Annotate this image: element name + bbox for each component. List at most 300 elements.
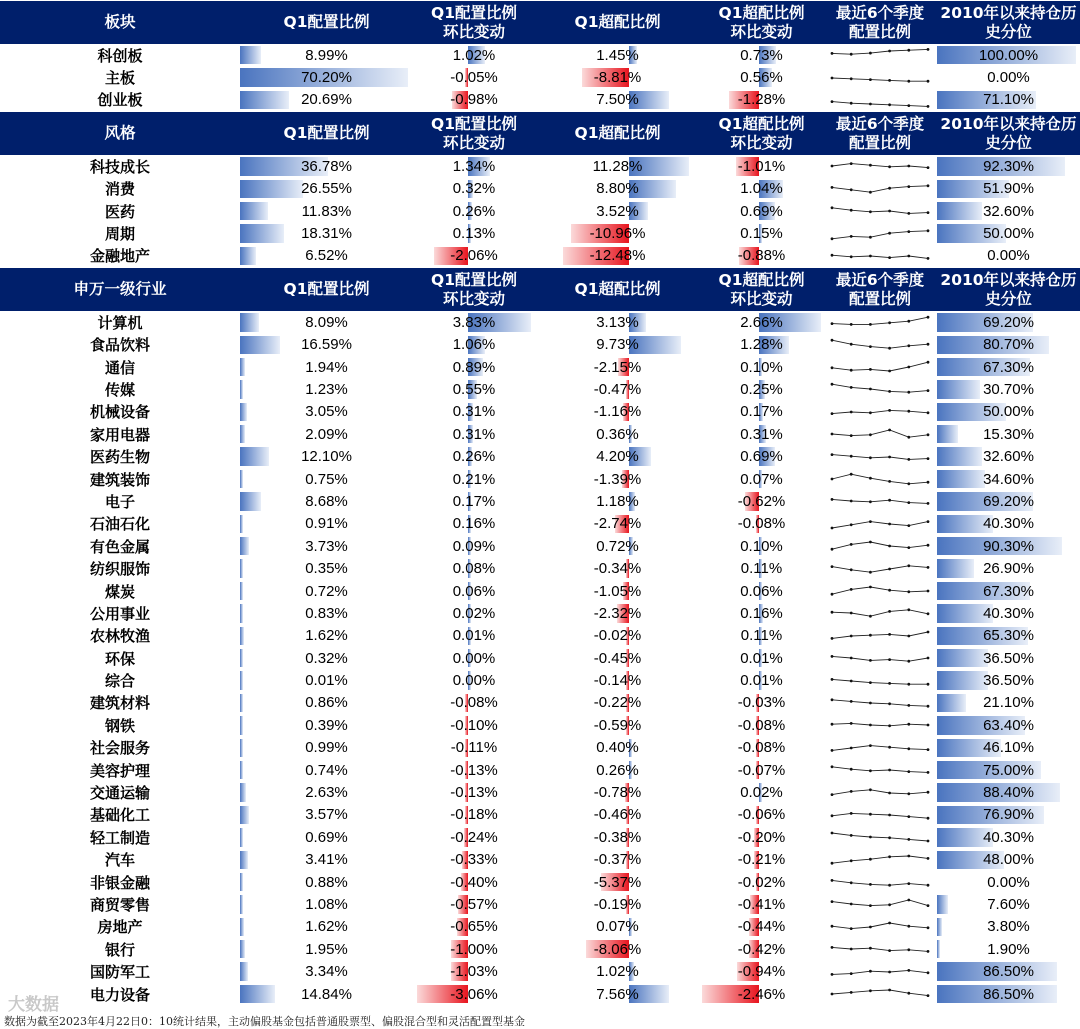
cell-value: -8.81% (593, 69, 642, 87)
sparkline-point (831, 925, 834, 928)
sparkline (828, 648, 932, 668)
cell-pct (937, 692, 1080, 714)
sparkline-point (888, 904, 891, 907)
cell-q1-chg (413, 535, 535, 557)
sparkline-point (869, 969, 872, 972)
cell-value: 1.04% (740, 180, 783, 198)
sparkline-point (927, 457, 930, 460)
cell-value: 1.02% (596, 963, 639, 981)
cell-ow-chg (700, 826, 823, 848)
sparkline-point (850, 523, 853, 526)
cell-pct (937, 178, 1080, 200)
sparkline (828, 671, 932, 691)
column-header-text: 配置比例 (848, 289, 911, 308)
column-header-text: Q1超配比例 (574, 280, 661, 299)
cell-ow (535, 490, 700, 512)
sparkline (828, 246, 932, 266)
cell-q1 (240, 781, 413, 803)
value-bar (240, 537, 249, 555)
sparkline-point (869, 724, 872, 727)
cell-value: 0.26% (452, 448, 496, 466)
cell-value: 1.28% (740, 336, 783, 354)
cell-pct (937, 311, 1080, 333)
sparkline (828, 357, 932, 377)
sparkline-point (888, 682, 891, 685)
cell-value: 67.30% (983, 358, 1034, 376)
sparkline (828, 917, 932, 937)
cell-value: -0.62% (737, 492, 786, 510)
cell-pct (937, 535, 1080, 557)
sparkline-path (832, 318, 928, 325)
sparkline-point (831, 749, 834, 752)
row-name: 主板 (104, 69, 135, 88)
cell-q1 (240, 625, 413, 647)
sparkline-point (869, 235, 872, 238)
cell-ow (535, 222, 700, 244)
cell-value: -0.78% (593, 784, 642, 802)
cell-q1 (240, 826, 413, 848)
sparkline-point (927, 544, 930, 547)
cell-value: -0.10% (450, 716, 498, 734)
sparkline-point (831, 207, 834, 210)
table-row (0, 781, 1080, 803)
cell-q1-chg (413, 669, 535, 691)
sparkline-point (888, 702, 891, 705)
cell-value: -0.59% (593, 716, 642, 734)
cell-ow-chg (700, 871, 823, 893)
column-header (413, 1, 535, 44)
cell-value: 75.00% (983, 761, 1034, 779)
cell-q1 (240, 647, 413, 669)
table-row (0, 356, 1080, 378)
sparkline-cell (823, 893, 937, 915)
value-bar (240, 649, 243, 667)
sparkline (828, 224, 932, 244)
cell-value: 76.90% (983, 806, 1034, 824)
column-header-text: Q1配置比例 (431, 114, 517, 133)
sparkline-point (850, 657, 853, 660)
cell-value: 14.84% (301, 985, 352, 1003)
value-bar (937, 202, 982, 220)
cell-value: 0.56% (740, 69, 783, 87)
sparkline (828, 760, 932, 780)
value-bar (937, 559, 974, 577)
cell-q1 (240, 423, 413, 445)
column-header-text: Q1超配比例 (718, 114, 805, 133)
cell-value: 0.17% (740, 403, 783, 421)
sparkline-point (869, 615, 872, 618)
sparkline-point (907, 815, 910, 818)
row-name: 创业板 (97, 91, 143, 110)
sparkline-point (907, 410, 910, 413)
cell-value: 32.60% (983, 448, 1034, 466)
cell-value: 0.00% (987, 873, 1030, 891)
cell-q1-chg (413, 602, 535, 624)
sparkline-point (907, 212, 910, 215)
cell-value: 11.83% (301, 202, 352, 220)
cell-q1 (240, 311, 413, 333)
column-header-text: 环比变动 (730, 133, 793, 152)
cell-value: -12.48% (589, 247, 646, 265)
cell-value: 0.06% (452, 582, 496, 600)
sparkline-point (907, 992, 910, 995)
row-name: 环保 (104, 649, 135, 668)
value-bar (240, 559, 243, 577)
sparkline-point (831, 100, 834, 103)
sparkline-point (888, 522, 891, 525)
cell-ow (535, 737, 700, 759)
section-header (0, 0, 1080, 44)
value-bar (240, 716, 243, 734)
sparkline-point (927, 167, 930, 170)
value-bar (240, 985, 275, 1003)
cell-value: -0.08% (737, 515, 786, 533)
cell-ow (535, 625, 700, 647)
row-name: 社会服务 (89, 739, 150, 758)
value-bar (937, 895, 948, 913)
cell-value: 40.30% (983, 604, 1034, 622)
cell-value: 0.32% (305, 649, 348, 667)
row-name: 通信 (104, 358, 135, 377)
cell-value: 0.01% (740, 649, 783, 667)
table-row (0, 178, 1080, 200)
cell-pct (937, 916, 1080, 938)
cell-q1 (240, 737, 413, 759)
cell-ow-chg (700, 468, 823, 490)
sparkline-point (831, 433, 834, 436)
cell-value: 0.26% (596, 761, 639, 779)
cell-value: 1.18% (596, 492, 639, 510)
cell-value: -2.46% (737, 985, 786, 1003)
cell-value: 0.01% (305, 672, 348, 690)
sparkline-cell (823, 580, 937, 602)
cell-pct (937, 804, 1080, 826)
sparkline (828, 424, 932, 444)
sparkline (828, 962, 932, 982)
sparkline-point (907, 524, 910, 527)
sparkline-point (850, 790, 853, 793)
sparkline-cell (823, 849, 937, 871)
row-name: 钢铁 (104, 716, 135, 735)
value-bar (937, 380, 980, 398)
column-header-text: 最近6个季度 (835, 114, 925, 133)
value-bar (240, 918, 244, 936)
sparkline-point (907, 436, 910, 439)
sparkline-cell (823, 44, 937, 66)
cell-value: -3.06% (450, 985, 498, 1003)
cell-ow (535, 871, 700, 893)
column-header-text: 史分位 (985, 289, 1032, 308)
table-row (0, 155, 1080, 177)
cell-q1 (240, 468, 413, 490)
cell-value: 0.89% (452, 358, 496, 376)
value-bar (937, 940, 940, 958)
cell-q1-chg (413, 737, 535, 759)
table-row (0, 378, 1080, 400)
cell-q1-chg (413, 781, 535, 803)
cell-ow (535, 468, 700, 490)
cell-q1-chg (413, 155, 535, 177)
cell-ow (535, 557, 700, 579)
cell-value: 0.07% (596, 918, 639, 936)
sparkline-cell (823, 983, 937, 1005)
value-bar (240, 694, 243, 712)
sparkline-path (832, 970, 928, 974)
column-header-text: Q1配置比例 (283, 124, 370, 143)
sparkline-point (907, 255, 910, 258)
cell-value: -1.00% (450, 940, 498, 958)
sparkline-point (888, 970, 891, 973)
cell-pct (937, 602, 1080, 624)
table-row (0, 222, 1080, 244)
cell-ow-chg (700, 44, 823, 66)
cell-value: 0.88% (305, 873, 348, 891)
cell-value: 0.08% (452, 560, 496, 578)
sparkline-point (888, 884, 891, 887)
sparkline-cell (823, 445, 937, 467)
sparkline (828, 179, 932, 199)
sparkline-point (907, 165, 910, 168)
cell-ow-chg (700, 893, 823, 915)
sparkline-point (907, 949, 910, 952)
sparkline-point (869, 770, 872, 773)
sparkline (828, 536, 932, 556)
sparkline-path (832, 430, 928, 437)
sparkline-point (927, 434, 930, 437)
cell-value: 69.20% (983, 492, 1034, 510)
watermark: 大数据 (8, 995, 59, 1015)
column-header (240, 112, 413, 155)
cell-q1-chg (413, 692, 535, 714)
sparkline-point (888, 769, 891, 772)
sparkline-point (907, 366, 910, 369)
cell-value: 0.69% (740, 202, 783, 220)
cell-ow (535, 580, 700, 602)
cell-value: 15.30% (983, 425, 1034, 443)
cell-ow (535, 893, 700, 915)
value-bar (240, 46, 261, 64)
cell-ow (535, 423, 700, 445)
sparkline-point (888, 187, 891, 190)
sparkline-point (831, 526, 834, 529)
cell-q1 (240, 155, 413, 177)
column-header-text: 环比变动 (730, 289, 793, 308)
sparkline (828, 45, 932, 65)
cell-value: 0.09% (452, 537, 496, 555)
sparkline-point (850, 102, 853, 105)
sparkline-path (832, 632, 928, 638)
cell-value: -0.02% (593, 627, 642, 645)
sparkline-point (850, 163, 853, 166)
cell-ow-chg (700, 938, 823, 960)
cell-q1 (240, 983, 413, 1005)
cell-value: 0.72% (305, 582, 348, 600)
value-bar (240, 940, 245, 958)
sparkline-point (888, 429, 891, 432)
cell-q1 (240, 334, 413, 356)
value-bar (240, 895, 243, 913)
cell-ow-chg (700, 334, 823, 356)
sparkline-path (832, 724, 928, 726)
cell-ow (535, 334, 700, 356)
row-name: 有色金属 (89, 537, 150, 556)
cell-q1-chg (413, 625, 535, 647)
sparkline-point (831, 973, 834, 976)
sparkline (828, 827, 932, 847)
table-row (0, 759, 1080, 781)
cell-value: 86.50% (983, 963, 1034, 981)
sparkline-cell (823, 66, 937, 88)
sparkline-cell (823, 401, 937, 423)
cell-value: -0.44% (737, 918, 786, 936)
sparkline-point (850, 903, 853, 906)
sparkline-point (831, 637, 834, 640)
cell-value: -0.19% (593, 895, 642, 913)
sparkline-point (869, 345, 872, 348)
row-name: 煤炭 (104, 582, 135, 601)
sparkline-path (832, 657, 928, 662)
cell-q1 (240, 557, 413, 579)
sparkline-point (831, 678, 834, 681)
cell-pct (937, 871, 1080, 893)
sparkline-point (888, 499, 891, 502)
sparkline-point (927, 257, 930, 260)
value-bar (240, 180, 303, 198)
sparkline-path (832, 362, 928, 371)
cell-value: -1.01% (737, 157, 786, 175)
cell-value: 0.39% (305, 716, 348, 734)
sparkline-point (869, 836, 872, 839)
sparkline-point (869, 634, 872, 637)
cell-value: 36.50% (983, 649, 1034, 667)
sparkline-cell (823, 602, 937, 624)
sparkline-point (927, 971, 930, 974)
sparkline-point (831, 593, 834, 596)
cell-ow-chg (700, 155, 823, 177)
column-header-text: Q1配置比例 (431, 3, 517, 22)
sparkline-point (907, 969, 910, 972)
cell-value: -0.22% (593, 694, 642, 712)
cell-ow (535, 66, 700, 88)
sparkline-point (888, 166, 891, 169)
value-bar (240, 828, 243, 846)
sparkline-point (831, 323, 834, 326)
sparkline-point (850, 500, 853, 503)
sparkline-point (888, 409, 891, 412)
sparkline-point (888, 480, 891, 483)
cell-value: 20.69% (301, 91, 352, 109)
sparkline-point (850, 588, 853, 591)
value-bar (937, 918, 942, 936)
cell-value: 48.00% (983, 851, 1034, 869)
cell-ow-chg (700, 245, 823, 267)
sparkline (828, 379, 932, 399)
sparkline (828, 850, 932, 870)
cell-value: 0.16% (740, 604, 783, 622)
sparkline-path (832, 700, 928, 706)
sparkline-point (831, 339, 834, 342)
table-row (0, 625, 1080, 647)
sparkline-path (832, 587, 928, 594)
column-header-text: 2010年以来持仓历 (940, 114, 1077, 133)
cell-ow (535, 692, 700, 714)
cell-value: 11.28% (592, 157, 643, 175)
cell-value: 0.13% (452, 225, 496, 243)
cell-value: 63.40% (983, 716, 1034, 734)
sparkline-point (907, 391, 910, 394)
sparkline-path (832, 208, 928, 214)
cell-value: -0.20% (737, 828, 786, 846)
cell-ow-chg (700, 89, 823, 111)
cell-value: -0.24% (450, 828, 498, 846)
cell-value: 12.10% (301, 448, 352, 466)
sparkline-point (850, 768, 853, 771)
cell-pct (937, 737, 1080, 759)
sparkline-point (831, 237, 834, 240)
cell-pct (937, 468, 1080, 490)
row-name: 电子 (104, 492, 135, 511)
cell-value: 0.21% (452, 470, 496, 488)
cell-value: 26.90% (983, 560, 1034, 578)
sparkline-point (888, 370, 891, 373)
cell-value: 0.40% (596, 739, 639, 757)
cell-value: -1.05% (593, 582, 642, 600)
cell-value: 80.70% (983, 336, 1034, 354)
cell-value: -8.06% (593, 940, 642, 958)
cell-value: 3.05% (305, 403, 348, 421)
cell-ow (535, 155, 700, 177)
cell-q1-chg (413, 401, 535, 423)
cell-value: -0.08% (737, 739, 786, 757)
sparkline-point (888, 855, 891, 858)
cell-q1 (240, 692, 413, 714)
cell-value: 8.99% (305, 46, 348, 64)
sparkline (828, 68, 932, 88)
cell-q1 (240, 714, 413, 736)
row-name: 科技成长 (89, 157, 150, 176)
cell-value: 7.56% (596, 985, 639, 1003)
sparkline-point (850, 188, 853, 191)
cell-value: 4.20% (596, 448, 639, 466)
sparkline-point (907, 882, 910, 885)
value-bar (240, 761, 243, 779)
cell-q1-chg (413, 490, 535, 512)
value-bar (937, 447, 982, 465)
cell-value: 3.41% (305, 851, 348, 869)
sparkline-point (869, 857, 872, 860)
sparkline-point (907, 502, 910, 505)
sparkline-point (831, 611, 834, 614)
cell-value: 6.52% (305, 247, 348, 265)
sparkline-point (907, 104, 910, 107)
sparkline-point (869, 255, 872, 258)
sparkline-point (907, 79, 910, 82)
sparkline-path (832, 474, 928, 484)
cell-pct (937, 759, 1080, 781)
cell-q1-chg (413, 647, 535, 669)
cell-value: -0.41% (737, 895, 786, 913)
cell-q1 (240, 513, 413, 535)
sparkline-point (831, 793, 834, 796)
sparkline-point (927, 520, 930, 523)
sparkline-point (850, 746, 853, 749)
cell-value: 1.94% (305, 358, 348, 376)
column-header (937, 268, 1080, 311)
cell-ow-chg (700, 66, 823, 88)
cell-pct (937, 983, 1080, 1005)
sparkline-path (832, 521, 928, 527)
sparkline-path (832, 923, 928, 929)
